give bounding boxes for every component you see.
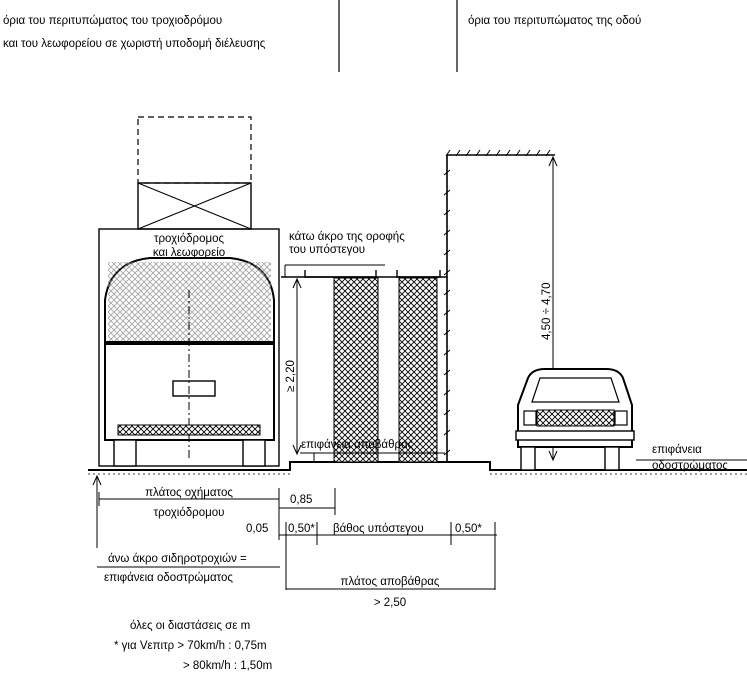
height-220-label: ≥ 2,20 (285, 360, 297, 392)
shelter-column-left (334, 278, 378, 462)
notes-line3: > 80km/h : 1,50m (183, 660, 273, 672)
pantograph-dashed-box (138, 117, 251, 183)
roof-label-line2: του υπόστεγου (289, 244, 366, 256)
tram-wheel-right (243, 440, 265, 466)
vehicle-label-line1: τροχιόδρομος (153, 233, 225, 245)
tram-wheel-left (114, 440, 136, 466)
tram-bumper (118, 425, 260, 435)
car-wheel-right (605, 447, 619, 470)
vehicle-label-line2: και λεωφορείο (152, 247, 226, 259)
roof-label-line1: κάτω άκρο της οροφής (289, 231, 405, 243)
rail-top-line1: άνω άκρο σιδηροτροχιών = (108, 553, 247, 565)
vehicle-width-line2: τροχιόδρομου (153, 507, 225, 519)
road-surface-line2: οδοστρώματος (652, 460, 728, 472)
vehicle-width-line1: πλάτος οχήματος (145, 487, 233, 499)
platform-surface-label: επιφάνεια αποβάθρας (301, 439, 414, 451)
tram-headlight-box (173, 381, 215, 396)
header-left-line1: όρια του περιτυπώματος του τροχιοδρόμου (3, 15, 223, 27)
header-right: όρια του περιτυπώματος της οδού (468, 15, 642, 27)
dim-050b: 0,50* (455, 523, 482, 535)
dim-085: 0,85 (290, 494, 313, 506)
platform-width-label: πλάτος αποβάθρας (340, 576, 440, 588)
shelter-column-right (399, 278, 437, 462)
notes-line1: όλες οι διαστάσεις σε m (130, 620, 251, 632)
shelter-depth-label: βάθος υπόστεγου (333, 523, 424, 535)
header-left-line2: και του λεωφορείου σε χωριστή υποδομή διέλευσης (3, 38, 266, 50)
rail-top-line2: επιφάνεια οδοστρώματος (104, 572, 233, 584)
notes-line2: * για Vεπιτρ > 70km/h : 0,75m (114, 640, 267, 652)
road-surface-line1: επιφάνεια (652, 444, 702, 456)
car-wheel-left (521, 447, 535, 470)
car-bumper (516, 431, 634, 440)
dim-005: 0,05 (246, 523, 269, 535)
car-grille (537, 410, 614, 426)
height-450-label: 4,50 ÷ 4,70 (541, 282, 553, 340)
platform-width-min: > 2,50 (373, 597, 407, 609)
dim-050a: 0,50* (288, 523, 315, 535)
